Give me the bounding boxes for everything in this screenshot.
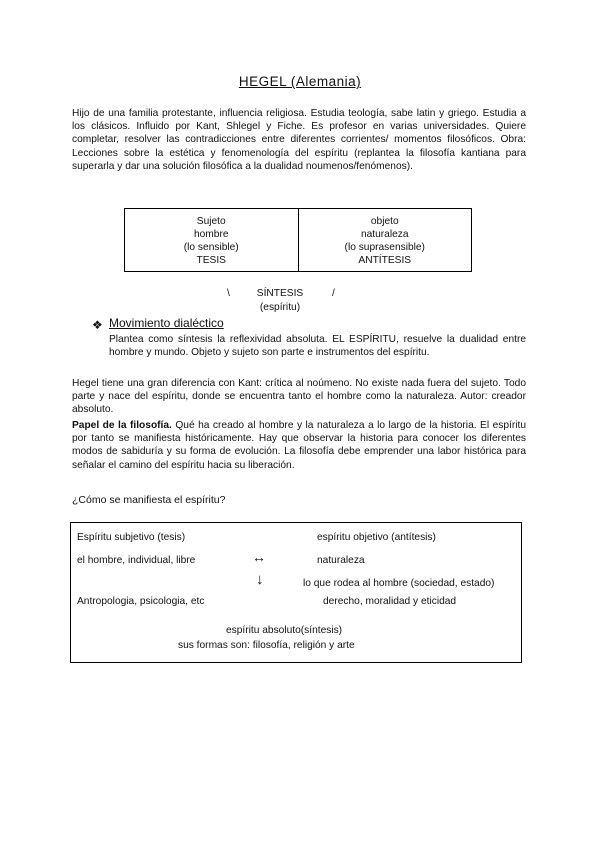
subjective-spirit-line: el hombre, individual, libre (77, 555, 196, 566)
down-arrow-icon: ↓ (256, 571, 264, 588)
antithesis-cell (298, 209, 472, 271)
papel-paragraph (72, 419, 526, 472)
double-arrow-icon: ↔ (252, 549, 266, 565)
antithesis-line: (lo suprasensible) (344, 242, 425, 253)
absolute-spirit-forms: sus formas son: filosofía, religión y arte (178, 640, 355, 651)
papel-label: Papel de la filosofía. (72, 420, 172, 431)
synthesis-slash-left: \ (227, 288, 230, 299)
antithesis-line: objeto (370, 216, 399, 227)
objective-spirit-line: naturaleza (317, 555, 365, 566)
movement-paragraph: Plantea como síntesis la reflexividad absoluta. EL ESPÍRITU, resuelve la dualidad entre hombre y mundo. Objeto y sujeto son parte e instrumentos del espíritu. (109, 334, 526, 359)
thesis-line: hombre (193, 229, 229, 240)
spirit-manifestation-box (70, 522, 522, 663)
objective-spirit-description: lo que rodea al hombre (sociedad, estado) (303, 578, 495, 589)
intro-paragraph: Hijo de una familia protestante, influencia religiosa. Estudia teología, sabe latin y griego. Estudia a los clásicos. Influido por Kant, Shlegel y Fiche. Es profesor en varias universidades. Quiere completar, resolver las contradicciones entre diferentes corrientes/ momentos filosóficos. Obra: Lecciones sobre la estética y fenomenología del espíritu (replantea la filosofía kantiana para superarla y dar una solución filosófica a la dualidad noumenos/fenómenos). (72, 108, 526, 172)
subjective-spirit-sciences: Antropologia, psicologia, etc (77, 596, 205, 607)
papel-text: Qué ha creado al hombre y la naturaleza a lo largo de la historia. El espíritu por tanto se manifiesta históricamente. Hay que observar la historia para conocer los diferentes modos de sabiduría y su forma de evolución. La filosofía debe emprender una labor histórica para señalar el camino del espíritu hacia su liberación. (72, 420, 526, 471)
synthesis-sub: (espíritu) (259, 302, 301, 313)
movement-heading: Movimiento dialéctico (109, 316, 224, 330)
thesis-line: TESIS (196, 255, 226, 266)
question-heading: ¿Cómo se manifiesta el espíritu? (72, 494, 226, 506)
page-title: HEGEL (Alemania) (238, 74, 362, 89)
objective-spirit-sciences: derecho, moralidad y eticidad (323, 596, 457, 607)
antithesis-line: ANTÍTESIS (358, 255, 412, 266)
objective-spirit-title: espíritu objetivo (antítesis) (317, 532, 436, 543)
diamond-bullet-icon: ❖ (92, 318, 103, 332)
thesis-line: Sujeto (196, 216, 226, 227)
subjective-spirit-title: Espíritu subjetivo (tesis) (77, 532, 186, 543)
thesis-line: (lo sensible) (183, 242, 239, 253)
thesis-cell (125, 209, 298, 271)
absolute-spirit-title: espíritu absoluto(síntesis) (226, 625, 343, 636)
synthesis-word: SÍNTESIS (256, 288, 304, 299)
synthesis-slash-right: / (332, 288, 335, 299)
kant-paragraph: Hegel tiene una gran diferencia con Kant: crítica al noúmeno. No existe nada fuera del sujeto. Todo parte y nace del espíritu, donde se encuentra tanto el hombre como la naturaleza. Autor: creador absoluto. (72, 378, 526, 416)
thesis-antithesis-table (124, 208, 472, 272)
antithesis-line: naturaleza (360, 229, 409, 240)
